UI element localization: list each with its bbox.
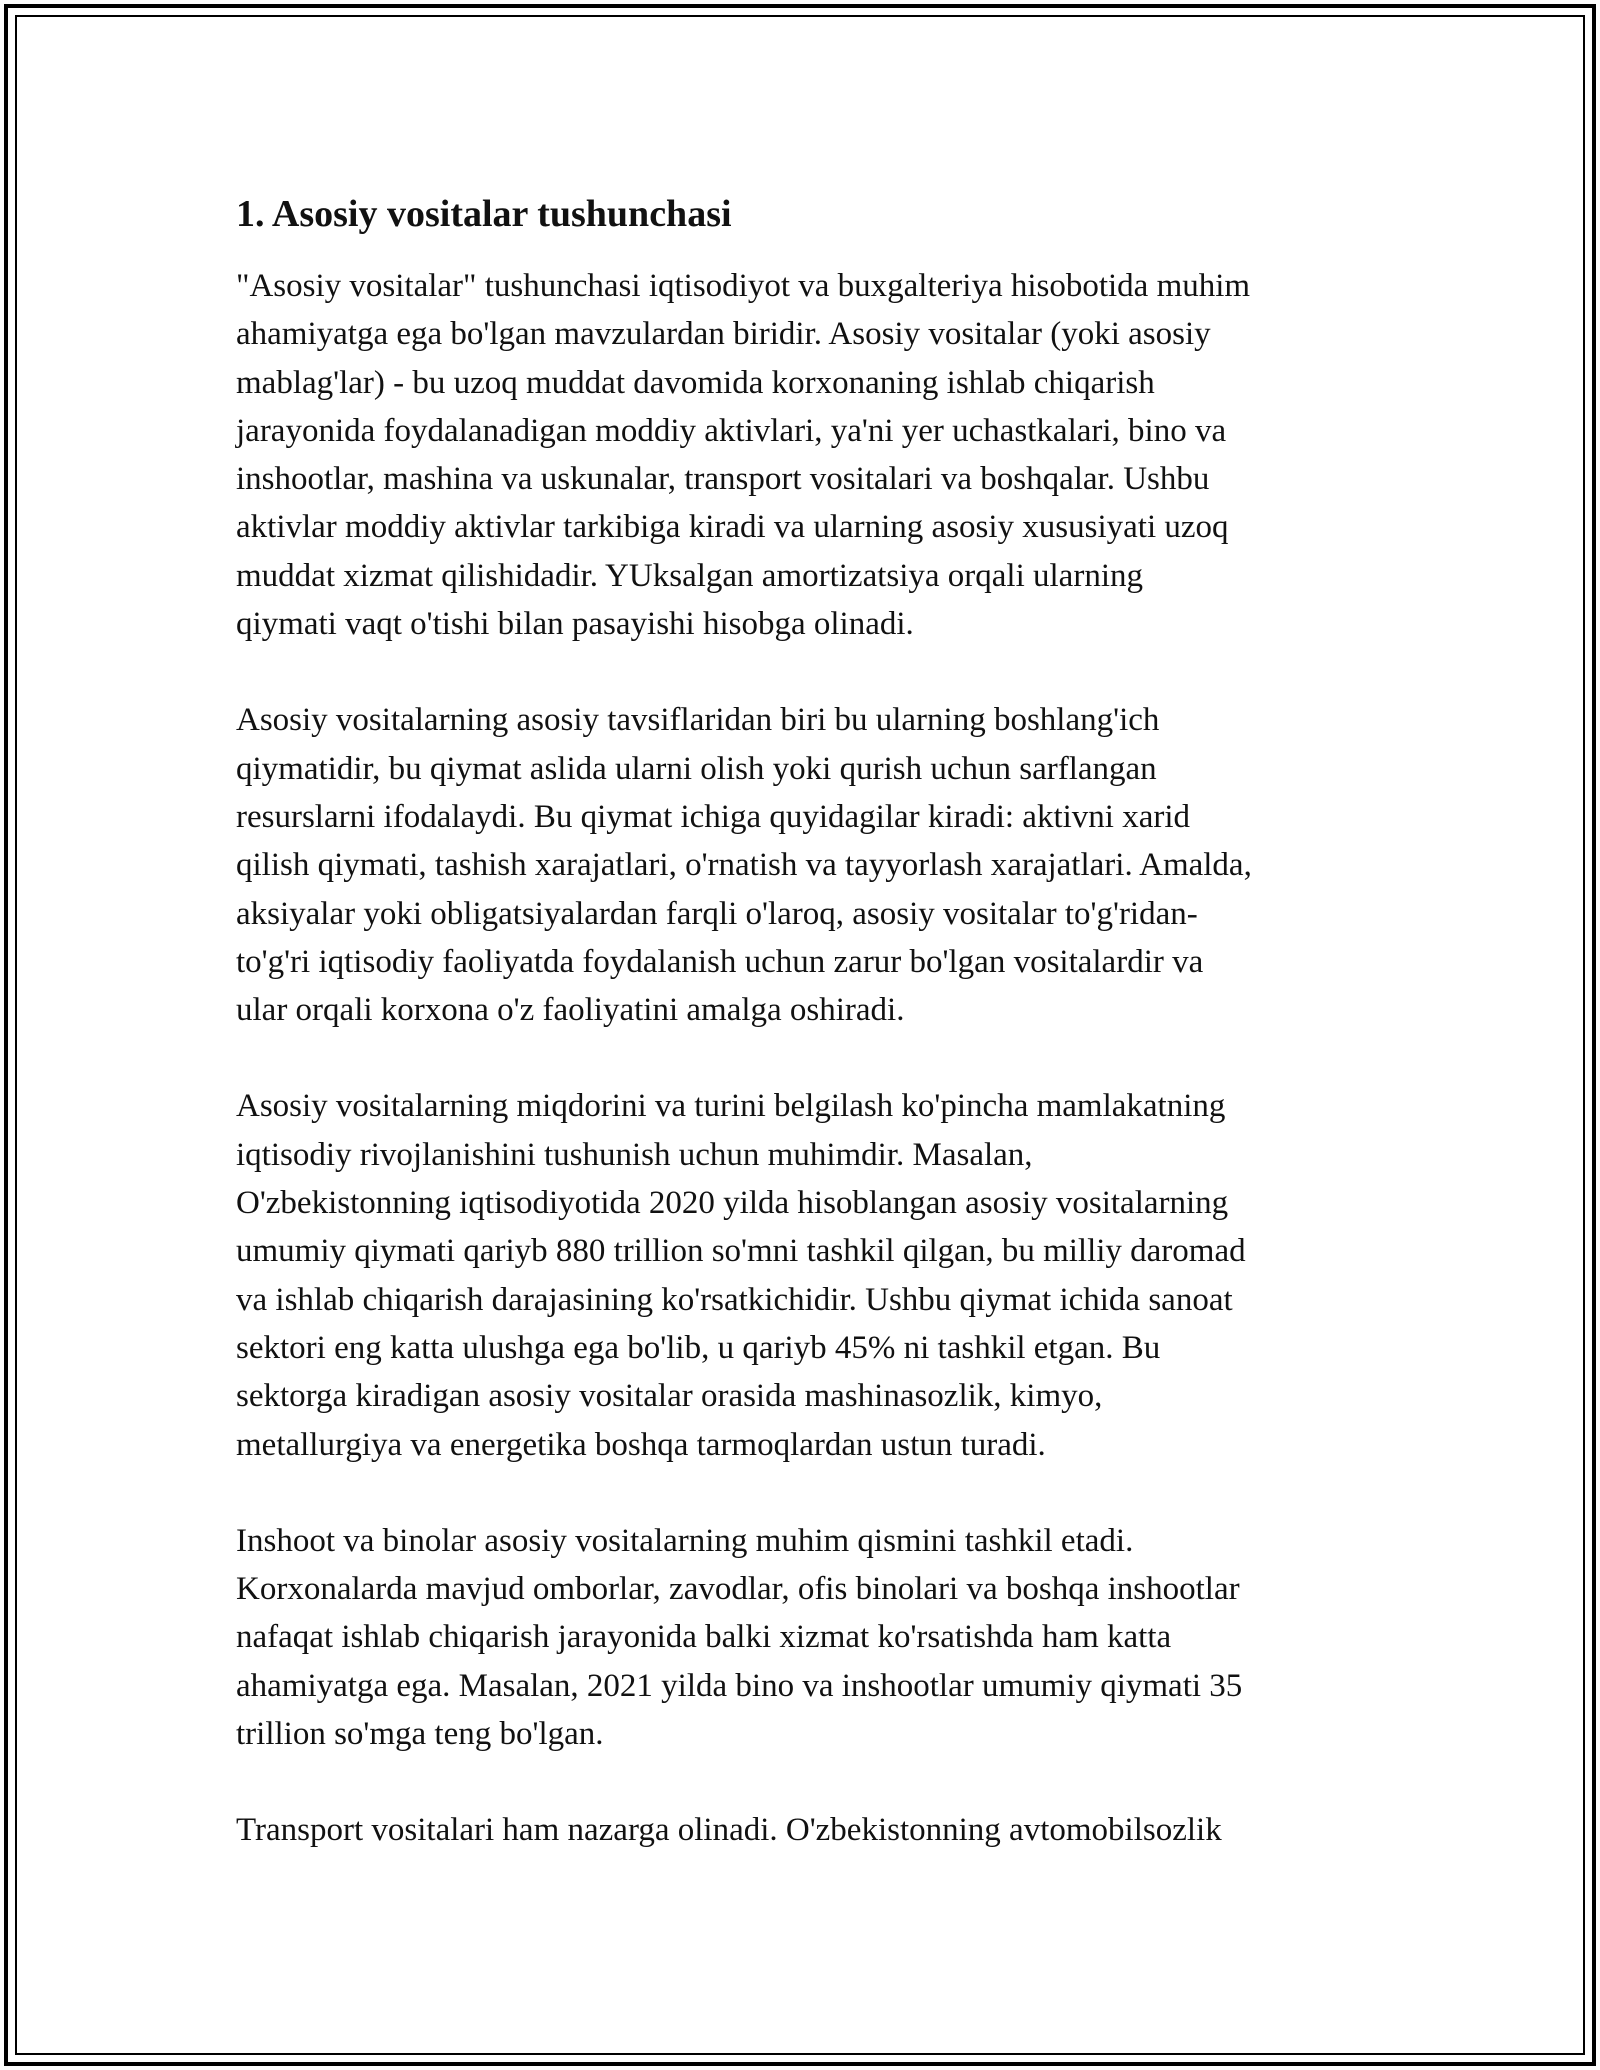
- paragraph-1: [236, 262, 1386, 648]
- paragraph-line: Asosiy vositalarning asosiy tavsiflaridan biri bu ularning boshlang'ich: [236, 702, 1160, 739]
- paragraph-line: qiymati vaqt o'tishi bilan pasayishi hisobga olinadi.: [236, 606, 914, 643]
- paragraph-line: va ishlab chiqarish darajasining ko'rsatkichidir. Ushbu qiymat ichida sanoat: [236, 1281, 1233, 1318]
- paragraph-line: Asosiy vositalarning miqdorini va turini belgilash ko'pincha mamlakatning: [236, 1088, 1226, 1125]
- paragraph-line: Transport vositalari ham nazarga olinadi. O'zbekistonning avtomobilsozlik: [236, 1812, 1222, 1849]
- paragraph-line: qilish qiymati, tashish xarajatlari, o'rnatish va tayyorlash xarajatlari. Amalda,: [236, 847, 1252, 884]
- paragraph-line: umumiy qiymati qariyb 880 trillion so'mni tashkil qilgan, bu milliy daromad: [236, 1233, 1246, 1270]
- paragraph-3: [236, 1082, 1386, 1468]
- paragraph-line: sektorga kiradigan asosiy vositalar orasida mashinasozlik, kimyo,: [236, 1378, 1103, 1415]
- document-body: [236, 188, 1386, 1903]
- paragraph-line: sektori eng katta ulushga ega bo'lib, u qariyb 45% ni tashkil etgan. Bu: [236, 1329, 1161, 1366]
- paragraph-line: qiymatidir, bu qiymat aslida ularni olish yoki qurish uchun sarflangan: [236, 750, 1157, 787]
- paragraph-line: muddat xizmat qilishidadir. YUksalgan amortizatsiya orqali ularning: [236, 557, 1143, 594]
- paragraph-2: [236, 696, 1386, 1034]
- paragraph-line: Inshoot va binolar asosiy vositalarning muhim qismini tashkil etadi.: [236, 1522, 1134, 1559]
- paragraph-line: ahamiyatga ega bo'lgan mavzulardan biridir. Asosiy vositalar (yoki asosiy: [236, 316, 1211, 353]
- paragraph-line: mablag'lar) - bu uzoq muddat davomida korxonaning ishlab chiqarish: [236, 364, 1155, 401]
- paragraph-line: trillion so'mga teng bo'lgan.: [236, 1716, 604, 1753]
- paragraph-line: aktivlar moddiy aktivlar tarkibiga kiradi va ularning asosiy xususiyati uzoq: [236, 509, 1229, 546]
- paragraph-line: inshootlar, mashina va uskunalar, transport vositalari va boshqalar. Ushbu: [236, 461, 1210, 498]
- paragraph-line: O'zbekistonning iqtisodiyotida 2020 yilda hisoblangan asosiy vositalarning: [236, 1185, 1229, 1222]
- paragraph-line: metallurgiya va energetika boshqa tarmoqlardan ustun turadi.: [236, 1426, 1046, 1463]
- paragraph-line: nafaqat ishlab chiqarish jarayonida balki xizmat ko'rsatishda ham katta: [236, 1619, 1172, 1656]
- paragraph-line: to'g'ri iqtisodiy faoliyatda foydalanish uchun zarur bo'lgan vositalardir va: [236, 943, 1204, 980]
- paragraph-4: [236, 1517, 1386, 1758]
- paragraph-line: ahamiyatga ega. Masalan, 2021 yilda bino va inshootlar umumiy qiymati 35: [236, 1667, 1243, 1704]
- paragraph-line: aksiyalar yoki obligatsiyalardan farqli o'laroq, asosiy vositalar to'g'ridan-: [236, 895, 1198, 932]
- paragraph-line: Korxonalarda mavjud omborlar, zavodlar, ofis binolari va boshqa inshootlar: [236, 1571, 1240, 1608]
- paragraph-line: jarayonida foydalanadigan moddiy aktivlari, ya'ni yer uchastkalari, bino va: [236, 412, 1227, 449]
- section-heading: 1. Asosiy vositalar tushunchasi: [236, 193, 732, 235]
- paragraph-line: "Asosiy vositalar" tushunchasi iqtisodiyot va buxgalteriya hisobotida muhim: [236, 268, 1251, 304]
- paragraph-line: resurslarni ifodalaydi. Bu qiymat ichiga quyidagilar kiradi: aktivni xarid: [236, 798, 1191, 835]
- paragraph-line: iqtisodiy rivojlanishini tushunish uchun muhimdir. Masalan,: [236, 1136, 1033, 1173]
- paragraph-line: ular orqali korxona o'z faoliyatini amalga oshiradi.: [236, 992, 905, 1029]
- paragraph-5: [236, 1806, 1386, 1854]
